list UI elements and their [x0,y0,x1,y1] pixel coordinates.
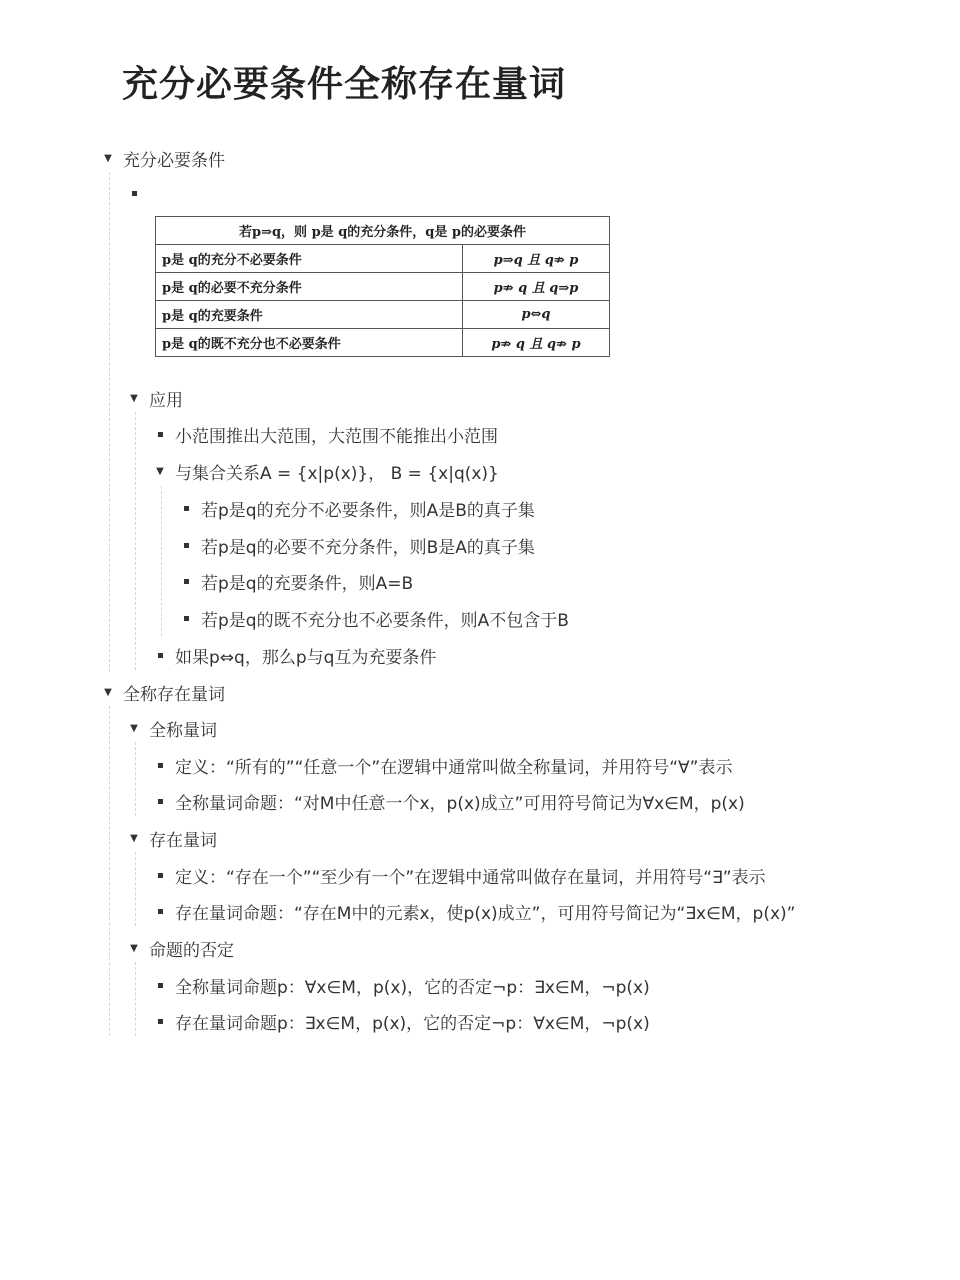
outline-node-range-rule[interactable] [153,421,498,447]
table-cell-left: p是 q的必要不充分条件 [156,273,463,301]
bullet-square-icon [179,543,193,548]
outline-node-negation[interactable] [127,935,234,961]
conditions-table [155,216,610,357]
outline-node-application[interactable] [127,385,183,411]
guide-line-set-relation [161,486,162,636]
node-label: 充分必要条件 [123,150,225,171]
table-row [156,245,610,273]
guide-line-negation [135,962,136,1036]
outline-node-universal-item[interactable] [153,752,732,778]
table-cell-right: p⇏ q 且 q⇏ p [463,329,610,357]
node-label: 与集合关系A = {x|p(x)}， B = {x|q(x)} [175,463,499,484]
collapse-triangle-icon[interactable]: ▼ [130,832,138,844]
bullet-square-icon [153,873,167,878]
node-label: 全称量词 [149,720,217,741]
node-label: 定义：“存在一个”“至少有一个”在逻辑中通常叫做存在量词，并用符号“∃”表示 [175,867,766,888]
node-label: 存在量词命题p：∃x∈M，p(x)，它的否定¬p：∀x∈M，¬p(x) [175,1013,650,1034]
bullet-square-icon [179,579,193,584]
guide-line-universal [135,742,136,816]
node-label: 若p是q的既不充分也不必要条件，则A不包含于B [201,610,569,631]
outline-node-set-relation[interactable] [153,458,499,484]
table-cell-right: p⇔q [463,301,610,329]
outline-node-existential-item[interactable] [153,898,795,924]
node-label: 存在量词 [149,830,217,851]
outline-node-existential[interactable] [127,825,217,851]
table-cell-right: p⇒q 且 q⇏ p [463,245,610,273]
node-label: 若p是q的充分不必要条件，则A是B的真子集 [201,500,535,521]
outline-node-set-item[interactable] [179,568,413,594]
bullet-square-icon [127,191,141,196]
table-cell-left: p是 q的既不充分也不必要条件 [156,329,463,357]
table-header: 若p⇒q，则 p是 q的充分条件，q是 p的必要条件 [156,217,610,245]
table-row [156,273,610,301]
outline-node-section-1[interactable] [101,145,225,171]
bullet-square-icon [153,763,167,768]
guide-line-application [135,412,136,670]
node-label: 定义：“所有的”“任意一个”在逻辑中通常叫做全称量词，并用符号“∀”表示 [175,757,733,778]
node-label: 应用 [149,390,183,411]
table-cell-right: p⇏ q 且 q⇒p [463,273,610,301]
outline-node-negation-item[interactable] [153,972,650,998]
collapse-triangle-icon[interactable]: ▼ [130,942,138,954]
node-label: 命题的否定 [149,940,234,961]
outline-node-table-bullet[interactable] [127,180,149,206]
node-label: 若p是q的必要不充分条件，则B是A的真子集 [201,537,535,558]
outline-node-set-item[interactable] [179,532,535,558]
table-cell-left: p是 q的充要条件 [156,301,463,329]
table-row [156,301,610,329]
collapse-triangle-icon[interactable]: ▼ [130,722,138,734]
guide-line-section-2 [109,706,110,1036]
bullet-square-icon [179,506,193,511]
bullet-square-icon [153,983,167,988]
guide-line-section-1 [109,172,110,672]
node-label: 小范围推出大范围，大范围不能推出小范围 [175,426,498,447]
node-label: 若p是q的充要条件，则A=B [201,573,414,594]
collapse-triangle-icon[interactable]: ▼ [156,465,164,477]
collapse-triangle-icon[interactable]: ▼ [104,686,112,698]
outline-node-universal-item[interactable] [153,788,745,814]
bullet-square-icon [153,799,167,804]
outline-node-equivalence[interactable] [153,642,436,668]
outline-node-set-item[interactable] [179,605,569,631]
bullet-square-icon [179,616,193,621]
bullet-square-icon [153,1019,167,1024]
outline-node-universal[interactable] [127,715,217,741]
outline-node-section-2[interactable] [101,679,225,705]
bullet-square-icon [153,653,167,658]
collapse-triangle-icon[interactable]: ▼ [104,152,112,164]
guide-line-existential [135,852,136,926]
outline-node-negation-item[interactable] [153,1008,650,1034]
node-label: 全称存在量词 [123,684,225,705]
node-label: 全称量词命题p：∀x∈M，p(x)，它的否定¬p：∃x∈M，¬p(x) [175,977,650,998]
page-title: 充分必要条件全称存在量词 [122,64,567,105]
outline-node-existential-item[interactable] [153,862,766,888]
collapse-triangle-icon[interactable]: ▼ [130,392,138,404]
outline-node-set-item[interactable] [179,495,535,521]
table-row [156,329,610,357]
bullet-square-icon [153,909,167,914]
node-label: 如果p⇔q，那么p与q互为充要条件 [175,647,437,668]
table-cell-left: p是 q的充分不必要条件 [156,245,463,273]
node-label: 全称量词命题：“对M中任意一个x，p(x)成立”可用符号简记为∀x∈M，p(x) [175,793,745,814]
bullet-square-icon [153,432,167,437]
node-label: 存在量词命题：“存在M中的元素x，使p(x)成立”，可用符号简记为“∃x∈M，p(x)” [175,903,796,924]
